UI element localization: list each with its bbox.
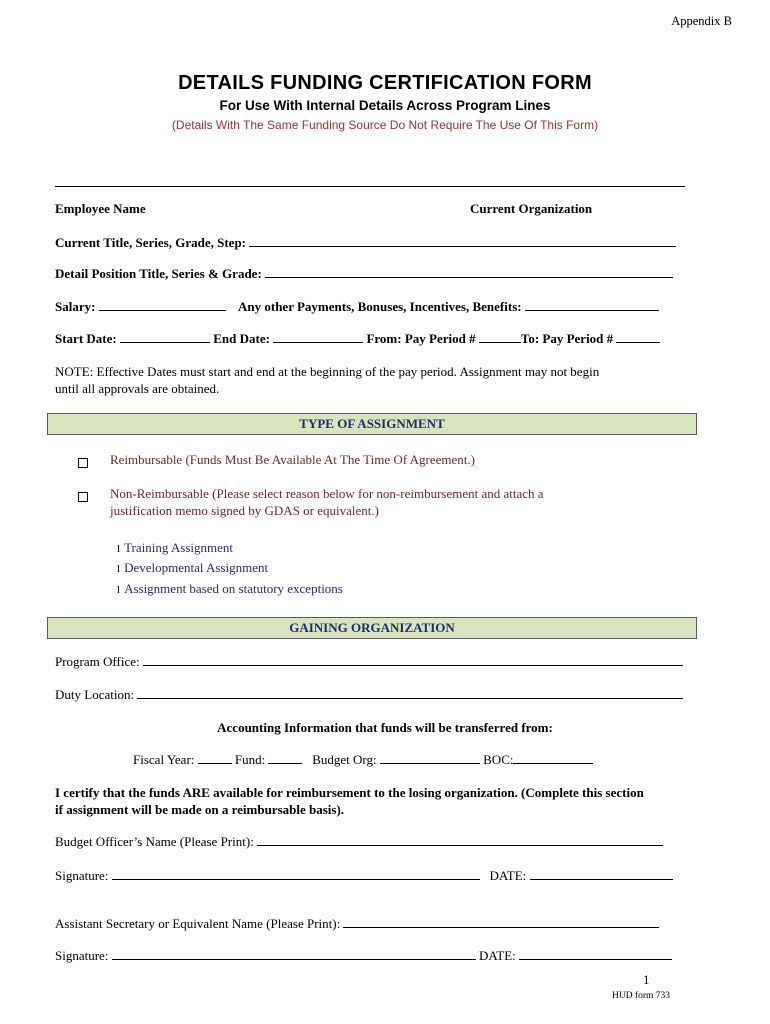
assistant-secretary-field[interactable] bbox=[343, 916, 659, 928]
to-pay-period-field[interactable] bbox=[616, 331, 660, 343]
form-title: DETAILS FUNDING CERTIFICATION FORM bbox=[178, 72, 592, 94]
signature-label: Signature: bbox=[55, 868, 109, 883]
signature-row-1 bbox=[55, 868, 673, 884]
date-field-2[interactable] bbox=[519, 948, 672, 960]
signature-label: Signature: bbox=[55, 948, 109, 963]
effective-note-line1: NOTE: Effective Dates must start and end at the beginning of the pay period. Assignment may not begin bbox=[55, 364, 600, 379]
other-payments-label: Any other Payments, Bonuses, Incentives, Benefits: bbox=[238, 299, 522, 314]
to-pay-period-label: To: Pay Period # bbox=[520, 331, 614, 346]
detail-position-label: Detail Position Title, Series & Grade: bbox=[55, 266, 262, 281]
detail-position-field[interactable] bbox=[265, 266, 673, 278]
assistant-secretary-label: Assistant Secretary or Equivalent Name (Please Print): bbox=[55, 916, 341, 931]
reason-label: Developmental Assignment bbox=[124, 560, 269, 575]
current-org-label: Current Organization bbox=[470, 201, 593, 216]
fiscal-year-label: Fiscal Year: bbox=[133, 752, 195, 767]
end-date-label: End Date: bbox=[213, 331, 270, 346]
fund-field[interactable] bbox=[268, 752, 302, 764]
budget-officer-row bbox=[55, 834, 663, 850]
gaining-organization-banner: GAINING ORGANIZATION bbox=[47, 617, 697, 639]
boc-label: BOC: bbox=[483, 752, 514, 767]
boc-field[interactable] bbox=[513, 752, 593, 764]
start-date-label: Start Date: bbox=[55, 331, 117, 346]
fiscal-year-field[interactable] bbox=[198, 752, 232, 764]
reason-label: Assignment based on statutory exceptions bbox=[124, 581, 343, 596]
reason-developmental[interactable] bbox=[117, 559, 268, 577]
salary-row bbox=[55, 299, 659, 315]
program-office-field[interactable] bbox=[143, 654, 683, 666]
salary-label: Salary: bbox=[55, 299, 96, 314]
reason-statutory[interactable] bbox=[117, 580, 343, 598]
form-id: HUD form 733 bbox=[612, 991, 671, 1001]
from-pay-period-label: From: Pay Period # bbox=[366, 331, 476, 346]
certify-line2: if assignment will be made on a reimbursable basis). bbox=[55, 802, 345, 817]
non-reimbursable-label-line1: Non-Reimbursable (Please select reason below for non-reimbursement and attach a bbox=[110, 486, 544, 501]
signature-row-2 bbox=[55, 948, 672, 964]
duty-location-label: Duty Location: bbox=[55, 687, 135, 702]
detail-position-row bbox=[55, 266, 673, 282]
salary-field[interactable] bbox=[99, 299, 226, 311]
certify-line1: I certify that the funds ARE available for reimbursement to the losing organization. (Complete this section bbox=[55, 785, 644, 800]
start-date-field[interactable] bbox=[120, 331, 210, 343]
current-title-row bbox=[55, 235, 676, 251]
page-number: 1 bbox=[643, 972, 650, 987]
budget-org-label: Budget Org: bbox=[312, 752, 377, 767]
duty-location-field[interactable] bbox=[137, 687, 683, 699]
reimbursable-label: Reimbursable (Funds Must Be Available At The Time Of Agreement.) bbox=[110, 452, 475, 467]
program-office-row bbox=[55, 654, 683, 670]
non-reimbursable-checkbox[interactable] bbox=[78, 489, 88, 507]
checkbox-icon bbox=[78, 492, 88, 502]
signature-field-2[interactable] bbox=[112, 948, 476, 960]
date-field-1[interactable] bbox=[530, 868, 673, 880]
signature-field-1[interactable] bbox=[112, 868, 480, 880]
form-note: (Details With The Same Funding Source Do Not Require The Use Of This Form) bbox=[171, 118, 599, 132]
bullet-tick-icon: l bbox=[117, 584, 121, 596]
employee-name-field[interactable] bbox=[55, 186, 685, 187]
program-office-label: Program Office: bbox=[55, 654, 140, 669]
bullet-tick-icon: l bbox=[117, 543, 121, 555]
budget-officer-label: Budget Officer’s Name (Please Print): bbox=[55, 834, 254, 849]
type-of-assignment-banner: TYPE OF ASSIGNMENT bbox=[47, 413, 697, 435]
current-title-label: Current Title, Series, Grade, Step: bbox=[55, 235, 247, 250]
fund-label: Fund: bbox=[234, 752, 266, 767]
reimbursable-checkbox[interactable] bbox=[78, 455, 88, 473]
accounting-row bbox=[133, 752, 593, 768]
reason-training[interactable] bbox=[117, 539, 233, 557]
non-reimbursable-label-line2: justification memo signed by GDAS or equivalent.) bbox=[110, 503, 379, 518]
from-pay-period-field[interactable] bbox=[479, 331, 521, 343]
appendix-label: Appendix B bbox=[671, 14, 732, 28]
date-label: DATE: bbox=[478, 948, 516, 963]
employee-name-label: Employee Name bbox=[55, 201, 146, 216]
dates-row bbox=[55, 331, 660, 347]
budget-officer-field[interactable] bbox=[257, 834, 663, 846]
checkbox-icon bbox=[78, 458, 88, 468]
current-title-field[interactable] bbox=[249, 235, 676, 247]
effective-note-line2: until all approvals are obtained. bbox=[55, 381, 220, 396]
other-payments-field[interactable] bbox=[525, 299, 659, 311]
assistant-secretary-row bbox=[55, 916, 659, 932]
budget-org-field[interactable] bbox=[380, 752, 480, 764]
accounting-heading: Accounting Information that funds will be transferred from: bbox=[217, 720, 553, 735]
form-subtitle: For Use With Internal Details Across Program Lines bbox=[219, 98, 551, 113]
bullet-tick-icon: l bbox=[117, 563, 121, 575]
reason-label: Training Assignment bbox=[124, 540, 234, 555]
duty-location-row bbox=[55, 687, 683, 703]
date-label: DATE: bbox=[489, 868, 527, 883]
end-date-field[interactable] bbox=[273, 331, 363, 343]
